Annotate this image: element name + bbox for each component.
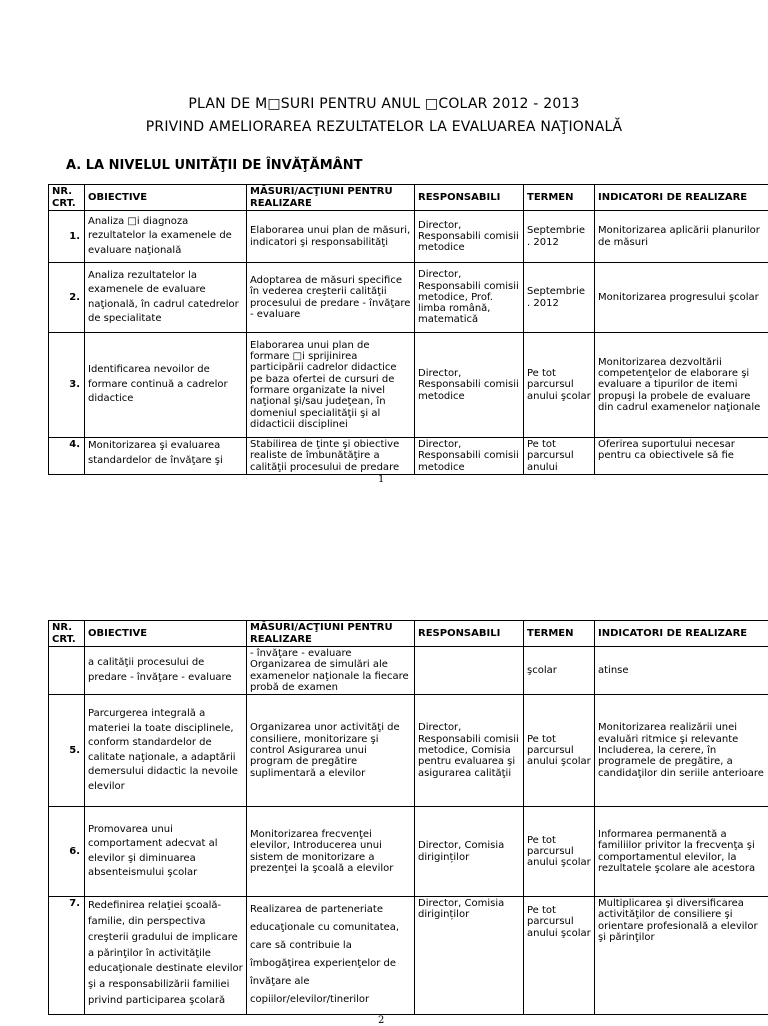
row-termen: Pe tot parcursul anului şcolar bbox=[524, 807, 595, 897]
header-indicatori: INDICATORI DE REALIZARE bbox=[595, 621, 768, 647]
plan-subtitle: PRIVIND AMELIORAREA REZULTATELOR LA EVALUAREA NAŢIONALĂ bbox=[0, 119, 768, 135]
row-number: 4. bbox=[49, 438, 85, 475]
table-header-row bbox=[49, 621, 768, 647]
table-row bbox=[49, 897, 768, 1015]
row-number: 6. bbox=[49, 807, 85, 897]
row-termen: Pe tot parcursul anului şcolar bbox=[524, 333, 595, 438]
table-row bbox=[49, 333, 768, 438]
row-number: 5. bbox=[49, 695, 85, 807]
row-masuri: Adoptarea de măsuri specifice în vederea creşterii calităţii procesului de predare - învăţare - evaluare bbox=[247, 263, 415, 333]
header-obiective: OBIECTIVE bbox=[85, 185, 247, 211]
row-masuri: Realizarea de parteneriate educaţionale cu comunitatea, care să contribuie la îmbogăţirea experienţelor de învăţare ale copiilor/elevilor/tinerilor bbox=[247, 897, 415, 1015]
table-row bbox=[49, 263, 768, 333]
row-obiective: Promovarea unui comportament adecvat al elevilor şi diminuarea absenteismului şcolar bbox=[85, 807, 247, 897]
row-indicatori: Monitorizarea progresului şcolar bbox=[595, 263, 768, 333]
table-row bbox=[49, 211, 768, 263]
row-number: 7. bbox=[49, 897, 85, 1015]
header-responsabili: RESPONSABILI bbox=[415, 621, 524, 647]
row-masuri: Organizarea unor activităţi de consiliere, monitorizare şi control Asigurarea unui program de pregătire suplimentară a elevilor bbox=[247, 695, 415, 807]
row-indicatori: Monitorizarea dezvoltării competenţelor de elaborare şi evaluare a tipurilor de itemi propuşi la probele de evaluare din cadrul examenelor naţionale bbox=[595, 333, 768, 438]
table-row bbox=[49, 438, 768, 475]
header-termen: TERMEN bbox=[524, 185, 595, 211]
row-responsabili: Director, Comisia diriginților bbox=[415, 897, 524, 1015]
row-responsabili: Director, Responsabili comisii metodice, Comisia pentru evaluarea şi asigurarea calităţii bbox=[415, 695, 524, 807]
header-nr: NR. CRT. bbox=[49, 185, 85, 211]
row-obiective: Redefinirea relaţiei şcoală-familie, din perspectiva creşterii gradului de implicare a părinţilor în activităţile educaţionale destinate elevilor şi a responsabilizării familiei privind participarea şcolară bbox=[85, 897, 247, 1015]
header-obiective: OBIECTIVE bbox=[85, 621, 247, 647]
row-masuri: Monitorizarea frecvenţei elevilor, Introducerea unui sistem de monitorizare a prezenţei la şcoală a elevilor bbox=[247, 807, 415, 897]
row-termen: Pe tot parcursul anului şcolar bbox=[524, 897, 595, 1015]
row-responsabili bbox=[415, 647, 524, 695]
row-masuri: Stabilirea de ţinte şi obiective realiste de îmbunătăţire a calităţii procesului de predare bbox=[247, 438, 415, 475]
page-number: 1 bbox=[378, 474, 384, 485]
row-indicatori: Monitorizarea aplicării planurilor de măsuri bbox=[595, 211, 768, 263]
table-header-row bbox=[49, 185, 768, 211]
plan-table-page-1 bbox=[48, 184, 768, 475]
row-termen: Septembrie . 2012 bbox=[524, 211, 595, 263]
row-masuri: Elaborarea unui plan de măsuri, indicatori şi responsabilităţi bbox=[247, 211, 415, 263]
plan-title: PLAN DE M□SURI PENTRU ANUL □COLAR 2012 - 2013 bbox=[0, 96, 768, 112]
row-number: 3. bbox=[49, 333, 85, 438]
header-masuri: MĂSURI/ACŢIUNI PENTRU REALIZARE bbox=[247, 185, 415, 211]
row-responsabili: Director, Responsabili comisii metodice bbox=[415, 333, 524, 438]
row-termen: Septembrie . 2012 bbox=[524, 263, 595, 333]
row-obiective: a calităţii procesului de predare - învăţare - evaluare bbox=[85, 647, 247, 695]
row-indicatori: Multiplicarea şi diversificarea activităţilor de consiliere şi orientare profesională a elevilor şi părinţilor bbox=[595, 897, 768, 1015]
row-responsabili: Director, Responsabili comisii metodice bbox=[415, 211, 524, 263]
row-obiective: Identificarea nevoilor de formare continuă a cadrelor didactice bbox=[85, 333, 247, 438]
row-responsabili: Director, Comisia diriginților bbox=[415, 807, 524, 897]
table-row bbox=[49, 807, 768, 897]
table-row bbox=[49, 647, 768, 695]
header-responsabili: RESPONSABILI bbox=[415, 185, 524, 211]
row-termen: Pe tot parcursul anului bbox=[524, 438, 595, 475]
table-row bbox=[49, 695, 768, 807]
row-masuri: - învăţare - evaluare Organizarea de simulări ale examenelor naţionale la fiecare probă de examen bbox=[247, 647, 415, 695]
row-indicatori: Monitorizarea realizării unei evaluări ritmice şi relevante Includerea, la cerere, în programele de pregătire, a candidaţilor din seriile anterioare bbox=[595, 695, 768, 807]
row-responsabili: Director, Responsabili comisii metodice, Prof. limba română, matematică bbox=[415, 263, 524, 333]
plan-table-page-2 bbox=[48, 620, 768, 1015]
row-responsabili: Director, Responsabili comisii metodice bbox=[415, 438, 524, 475]
row-obiective: Analiza □i diagnoza rezultatelor la examenele de evaluare naţională bbox=[85, 211, 247, 263]
row-obiective: Monitorizarea şi evaluarea standardelor de învăţare şi bbox=[85, 438, 247, 475]
section-heading: A. LA NIVELUL UNITĂŢII DE ÎNVĂŢĂMÂNT bbox=[66, 158, 362, 173]
header-masuri: MĂSURI/ACŢIUNI PENTRU REALIZARE bbox=[247, 621, 415, 647]
row-number: 2. bbox=[49, 263, 85, 333]
row-termen: şcolar bbox=[524, 647, 595, 695]
row-number bbox=[49, 647, 85, 695]
row-obiective: Analiza rezultatelor la examenele de evaluare naţională, în cadrul catedrelor de specialitate bbox=[85, 263, 247, 333]
header-nr: NR. CRT. bbox=[49, 621, 85, 647]
row-number: 1. bbox=[49, 211, 85, 263]
page-number: 2 bbox=[378, 1015, 384, 1026]
row-masuri: Elaborarea unui plan de formare □i sprijinirea participării cadrelor didactice pe baza ofertei de cursuri de formare organizate la nivel naţional şi/sau judeţean, în domeniul specialităţii şi al didacticii disciplinei bbox=[247, 333, 415, 438]
row-termen: Pe tot parcursul anului şcolar bbox=[524, 695, 595, 807]
row-indicatori: Oferirea suportului necesar pentru ca obiectivele să fie bbox=[595, 438, 768, 475]
row-indicatori: atinse bbox=[595, 647, 768, 695]
row-obiective: Parcurgerea integrală a materiei la toate disciplinele, conform standardelor de calitate naţionale, a adaptării demersului didactic la nevoile elevilor bbox=[85, 695, 247, 807]
row-indicatori: Informarea permanentă a familiilor privitor la frecvenţa şi comportamentul elevilor, la rezultatele şcolare ale acestora bbox=[595, 807, 768, 897]
header-indicatori: INDICATORI DE REALIZARE bbox=[595, 185, 768, 211]
header-termen: TERMEN bbox=[524, 621, 595, 647]
